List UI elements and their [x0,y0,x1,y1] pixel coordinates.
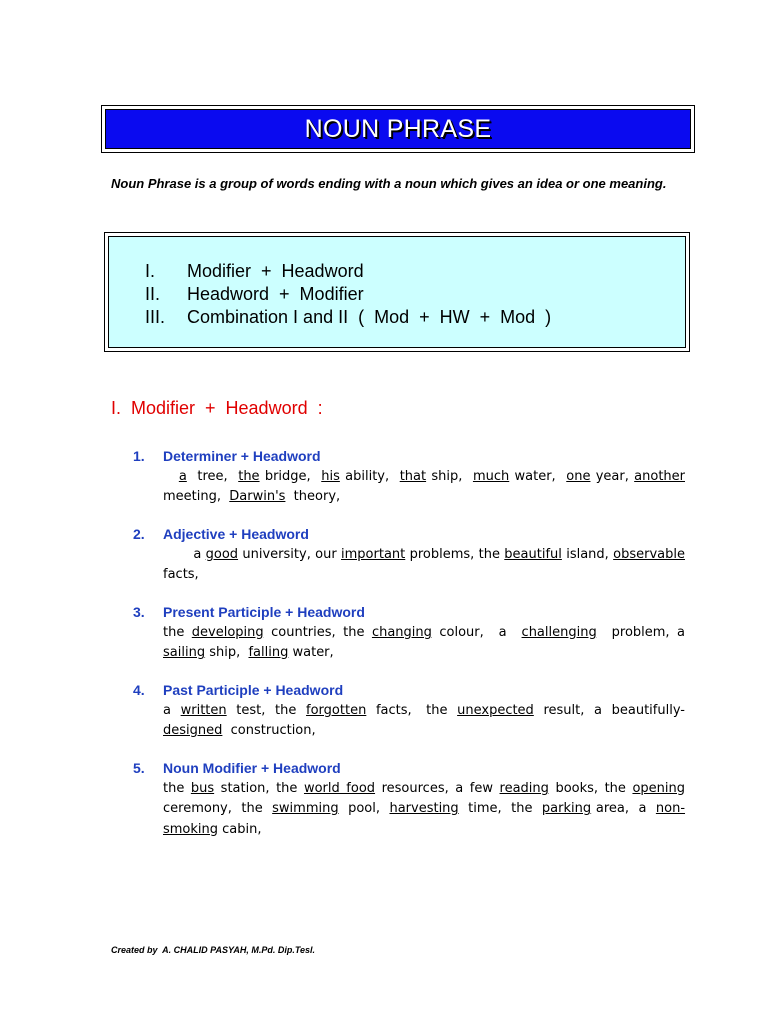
example-text: cabin, [218,821,262,837]
item-number: 4. [133,682,145,698]
title-banner [105,109,691,149]
example-text: theory, [285,489,341,504]
example-text: ship, [205,645,249,660]
item-title-row [133,758,685,779]
underlined-word: his [321,468,340,484]
title-box [101,105,695,153]
item-number: 5. [133,760,145,776]
example-text: ability, [339,468,400,484]
item-title: Adjective + Headword [163,526,309,542]
underlined-word: observable [613,546,685,562]
example-text: station, the [214,780,304,796]
example-text: area, a [591,801,656,816]
example-text: books, the [548,780,633,796]
example-text: resources, a few [375,780,500,796]
example-text: a [163,702,181,718]
list-item [133,680,685,742]
example-text: meeting, [163,468,690,504]
item-examples [163,779,690,841]
list-item [133,602,690,664]
item-title-row [133,680,685,701]
underlined-word: a [178,468,187,484]
pattern-row [145,260,364,282]
item-title-row [133,602,685,623]
example-text: result, a beautifully- [533,702,685,718]
underlined-word: developing [191,624,264,640]
pattern-number: III. [145,307,166,327]
underlined-word: swimming [272,801,339,816]
pattern-text: Headword + Modifier [187,284,364,304]
item-examples [163,623,690,664]
example-text: year, [590,468,635,484]
example-text: tree, [186,468,239,484]
underlined-word: that [399,468,427,484]
example-text: facts, the [366,702,458,718]
example-text: facts, [163,546,694,582]
example-text: university, our [238,546,342,562]
underlined-word: world food [303,780,376,796]
item-title: Past Participle + Headword [163,682,344,698]
underlined-word: good [205,546,239,562]
underlined-word: changing [371,624,432,640]
underlined-word: non-smoking [163,801,686,837]
pattern-row [145,283,364,305]
underlined-word: the [238,468,260,484]
underlined-word: harvesting [389,801,459,816]
section-heading: I. Modifier + Headword : [111,398,323,418]
underlined-word: one [566,468,591,484]
pattern-row [145,306,551,328]
list-item [133,524,694,586]
underlined-word: opening [632,780,685,796]
underlined-word: parking [541,801,592,816]
pattern-text: Combination I and II ( Mod + HW + Mod ) [187,307,552,327]
underlined-word: reading [499,780,549,796]
underlined-word: unexpected [457,702,534,718]
item-title-row [133,524,685,545]
example-text: ship, [426,468,473,484]
example-text: water, [509,468,567,484]
footer-credit: Created by A. CHALID PASYAH, M.Pd. Dip.Tesl. [111,945,316,955]
example-text: water, [288,645,334,660]
underlined-word: sailing [163,645,206,660]
example-text: time, the [458,801,542,816]
item-number: 1. [133,448,145,464]
item-title: Noun Modifier + Headword [163,760,341,776]
underlined-word: beautiful [504,546,562,562]
underlined-word: designed [163,723,223,738]
example-text: ceremony, the [163,780,690,816]
underlined-word: Darwin's [229,489,286,504]
item-title: Determiner + Headword [163,448,321,464]
underlined-word: another [634,468,685,484]
pattern-text: Modifier + Headword [187,261,364,281]
underlined-word: written [180,702,227,718]
example-text: pool, [338,801,390,816]
item-examples [163,545,694,586]
example-text: problem, a [596,624,690,640]
page-title: NOUN PHRASE [304,114,492,143]
example-text [163,469,179,484]
item-examples [163,701,685,742]
example-text: a [163,546,206,562]
example-text: construction, [222,723,316,738]
underlined-word: forgotten [306,702,367,718]
example-text: test, the [226,702,307,718]
item-number: 3. [133,604,145,620]
example-text: island, [561,546,614,562]
pattern-number: II. [145,284,161,304]
item-title-row [133,446,685,467]
item-title: Present Participle + Headword [163,604,365,620]
pattern-box [104,232,690,352]
list-item [133,758,690,840]
example-text: colour, a [431,624,522,640]
list-item [133,446,690,508]
pattern-number: I. [145,261,156,281]
example-text: bridge, [259,468,322,484]
example-text: problems, the [405,546,505,562]
underlined-word: falling [248,645,289,660]
underlined-word: much [472,468,510,484]
underlined-word: bus [190,780,215,796]
underlined-word: challenging [521,624,597,640]
underlined-word: important [341,546,406,562]
example-text: countries, the [263,624,372,640]
item-examples [163,467,690,508]
example-text: the [163,780,191,796]
definition-text: Noun Phrase is a group of words ending with a noun which gives an idea or one meaning. [111,176,667,191]
example-text: the [163,624,192,640]
item-number: 2. [133,526,145,542]
pattern-box-inner [108,236,686,348]
